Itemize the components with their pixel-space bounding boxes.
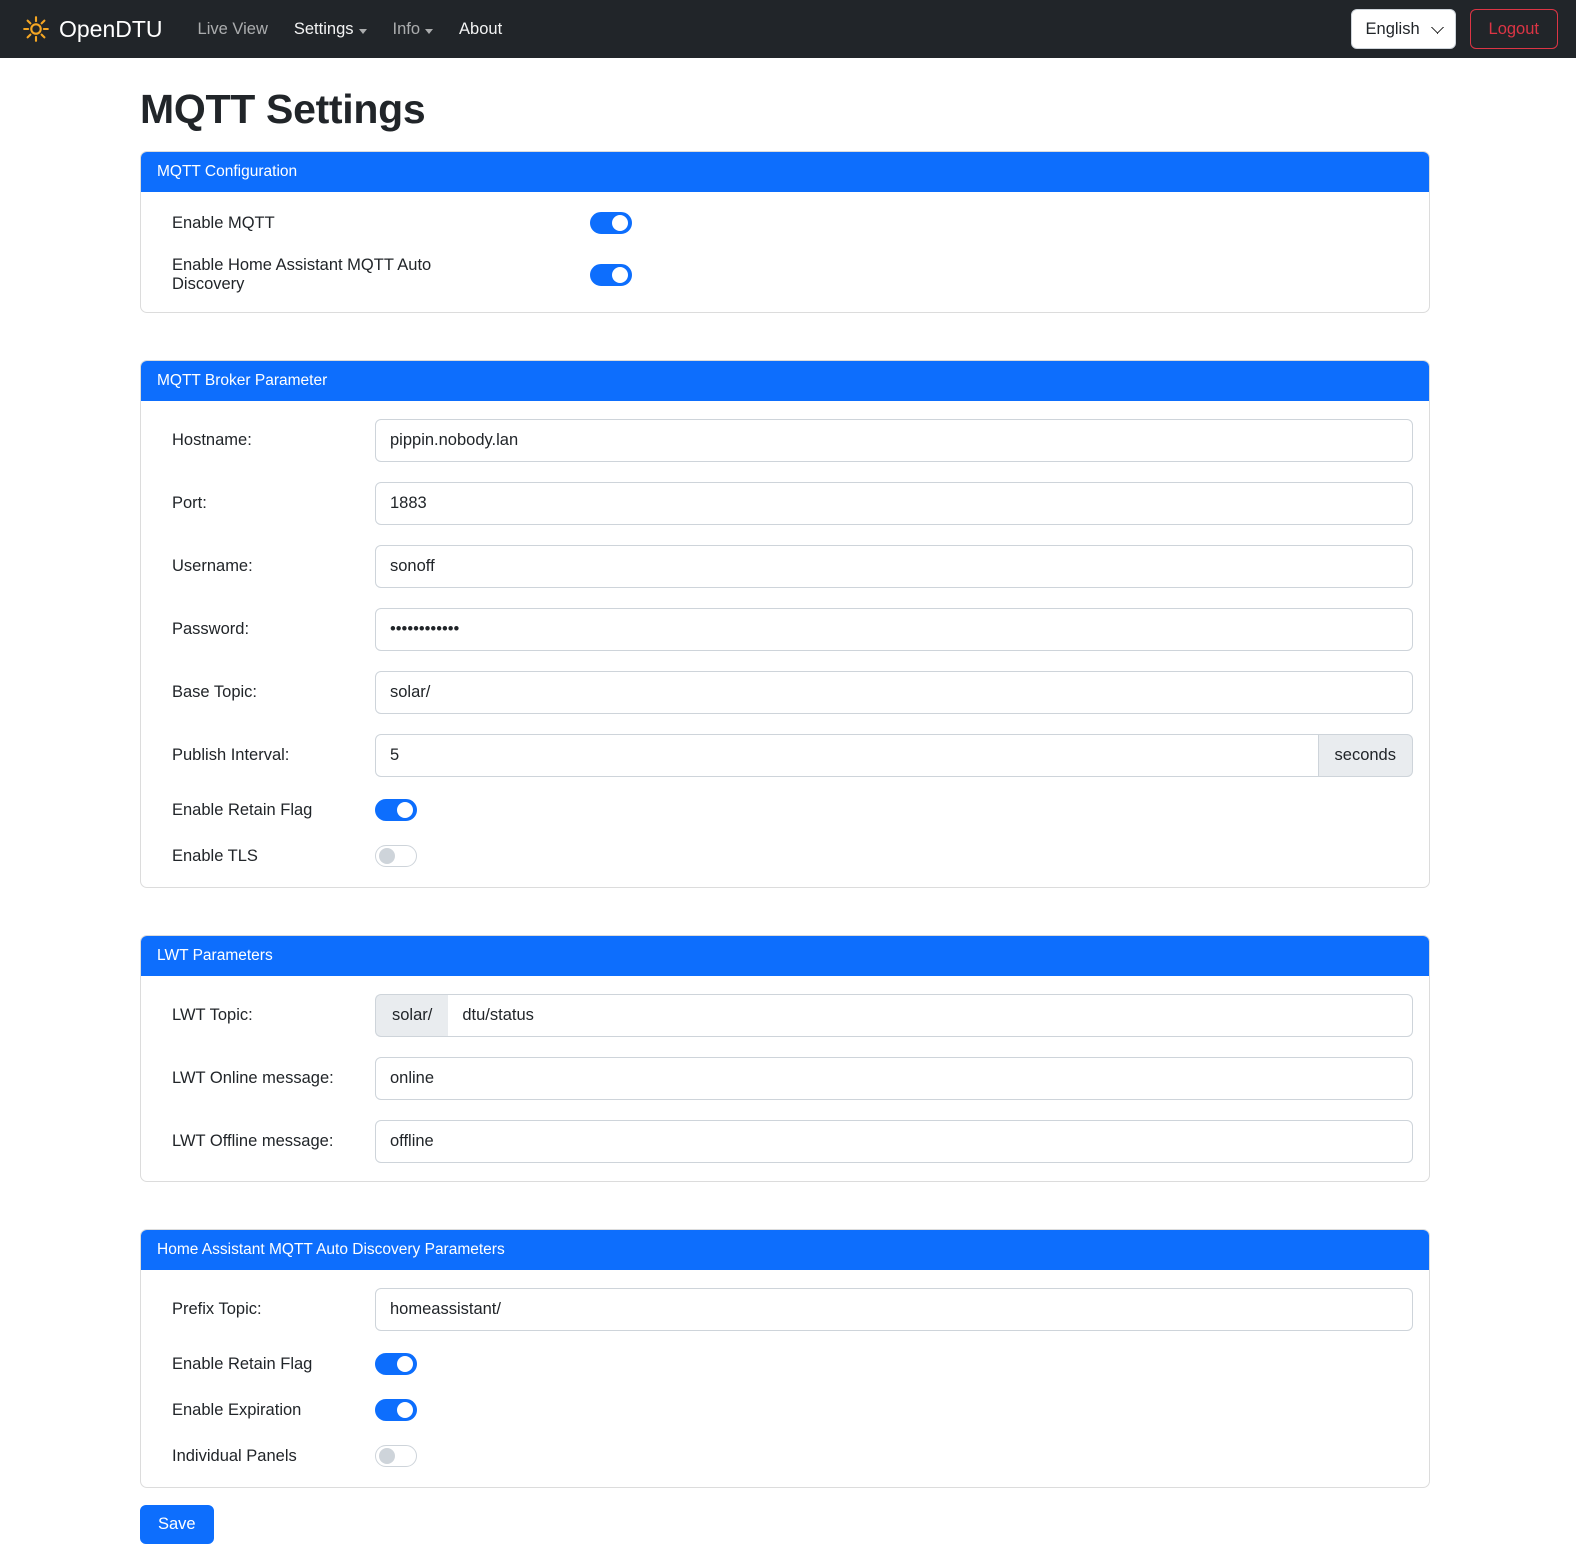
label-lwt-topic: LWT Topic: [172, 1006, 253, 1024]
row-enable-tls [157, 843, 1413, 869]
control-prefix-topic [375, 1288, 1413, 1331]
row-username [157, 545, 1413, 588]
card-broker-parameter [140, 360, 1430, 888]
control-lwt-offline [375, 1120, 1413, 1163]
toggle-enable-ha-discovery[interactable] [590, 264, 632, 286]
publish-interval-input[interactable] [375, 734, 1319, 777]
nav-settings-label: Settings [293, 19, 354, 38]
control-ha-retain-flag [375, 1353, 1413, 1375]
label-base-topic: Base Topic: [172, 683, 257, 701]
label-enable-mqtt: Enable MQTT [172, 213, 275, 232]
control-lwt-online [375, 1057, 1413, 1100]
page-content [0, 86, 1576, 1568]
language-select[interactable] [1351, 9, 1456, 49]
label-enable-tls: Enable TLS [172, 846, 258, 865]
nav-live-view-label: Live View [197, 19, 268, 38]
label-individual-panels: Individual Panels [172, 1446, 297, 1465]
row-enable-ha-discovery [157, 256, 1413, 294]
nav-about[interactable] [446, 12, 515, 47]
nav-info[interactable] [380, 12, 447, 47]
control-ha-expiration [375, 1399, 1413, 1421]
prefix-topic-input[interactable] [375, 1288, 1413, 1331]
card-body-lwt-parameters [141, 976, 1429, 1181]
control-retain-flag [375, 799, 1413, 821]
control-hostname [375, 419, 1413, 462]
lwt-online-input[interactable] [375, 1057, 1413, 1100]
card-header-broker-parameter: MQTT Broker Parameter [141, 361, 1429, 401]
control-port [375, 482, 1413, 525]
control-password [375, 608, 1413, 651]
top-navbar [0, 0, 1576, 58]
hostname-input[interactable] [375, 419, 1413, 462]
port-input[interactable] [375, 482, 1413, 525]
toggle-ha-retain-flag[interactable] [375, 1353, 417, 1375]
nav-settings[interactable] [281, 12, 380, 47]
control-enable-ha-discovery [487, 264, 1413, 286]
toggle-ha-expiration[interactable] [375, 1399, 417, 1421]
row-base-topic [157, 671, 1413, 714]
nav-live-view[interactable] [185, 12, 281, 47]
lwt-topic-prefix: solar/ [375, 994, 448, 1037]
navbar-right [1351, 9, 1558, 49]
nav-links [185, 12, 516, 47]
control-enable-mqtt [375, 212, 1413, 234]
control-username [375, 545, 1413, 588]
nav-info-label: Info [392, 19, 421, 38]
card-mqtt-configuration [140, 151, 1430, 313]
publish-interval-group [375, 734, 1413, 777]
card-body-mqtt-configuration [141, 192, 1429, 312]
control-publish-interval [375, 734, 1413, 777]
row-ha-expiration [157, 1397, 1413, 1423]
nav-about-label: About [459, 19, 503, 38]
control-lwt-topic [375, 994, 1413, 1037]
lwt-offline-input[interactable] [375, 1120, 1413, 1163]
username-input[interactable] [375, 545, 1413, 588]
label-lwt-offline: LWT Offline message: [172, 1132, 334, 1150]
row-password [157, 608, 1413, 651]
control-individual-panels [375, 1445, 1413, 1467]
label-password: Password: [172, 620, 250, 638]
card-body-homeassistant-parameters [141, 1270, 1429, 1487]
card-header-homeassistant-parameters: Home Assistant MQTT Auto Discovery Parameters [141, 1230, 1429, 1270]
sun-icon [22, 15, 50, 43]
save-button[interactable]: Save [140, 1505, 214, 1544]
label-retain-flag: Enable Retain Flag [172, 800, 313, 819]
row-hostname [157, 419, 1413, 462]
label-lwt-online: LWT Online message: [172, 1069, 334, 1087]
label-enable-ha-discovery: Enable Home Assistant MQTT Auto Discovery [172, 256, 432, 293]
card-body-broker-parameter [141, 401, 1429, 887]
label-ha-retain-flag: Enable Retain Flag [172, 1354, 313, 1373]
label-publish-interval: Publish Interval: [172, 746, 290, 764]
card-header-lwt-parameters: LWT Parameters [141, 936, 1429, 976]
password-input[interactable] [375, 608, 1413, 651]
brand-label: OpenDTU [59, 15, 163, 42]
row-publish-interval [157, 734, 1413, 777]
card-homeassistant-parameters [140, 1229, 1430, 1488]
label-prefix-topic: Prefix Topic: [172, 1300, 262, 1318]
toggle-enable-tls[interactable] [375, 845, 417, 867]
card-lwt-parameters [140, 935, 1430, 1182]
toggle-enable-mqtt[interactable] [590, 212, 632, 234]
lwt-topic-group [375, 994, 1413, 1037]
card-header-mqtt-configuration: MQTT Configuration [141, 152, 1429, 192]
page-title: MQTT Settings [140, 86, 426, 132]
row-lwt-online [157, 1057, 1413, 1100]
label-username: Username: [172, 557, 253, 575]
logout-button[interactable]: Logout [1470, 9, 1558, 49]
publish-interval-unit: seconds [1319, 734, 1413, 777]
label-port: Port: [172, 494, 207, 512]
control-enable-tls [375, 845, 1413, 867]
brand[interactable] [22, 15, 163, 43]
row-prefix-topic [157, 1288, 1413, 1331]
label-hostname: Hostname: [172, 431, 252, 449]
toggle-retain-flag[interactable] [375, 799, 417, 821]
label-ha-expiration: Enable Expiration [172, 1400, 302, 1419]
lwt-topic-input[interactable] [448, 994, 1413, 1037]
row-individual-panels [157, 1443, 1413, 1469]
row-port [157, 482, 1413, 525]
row-lwt-offline [157, 1120, 1413, 1163]
row-ha-retain-flag [157, 1351, 1413, 1377]
chevron-down-icon [359, 29, 367, 34]
row-retain-flag [157, 797, 1413, 823]
row-enable-mqtt [157, 210, 1413, 236]
row-lwt-topic [157, 994, 1413, 1037]
chevron-down-icon [425, 29, 433, 34]
control-base-topic [375, 671, 1413, 714]
base-topic-input[interactable] [375, 671, 1413, 714]
toggle-individual-panels[interactable] [375, 1445, 417, 1467]
